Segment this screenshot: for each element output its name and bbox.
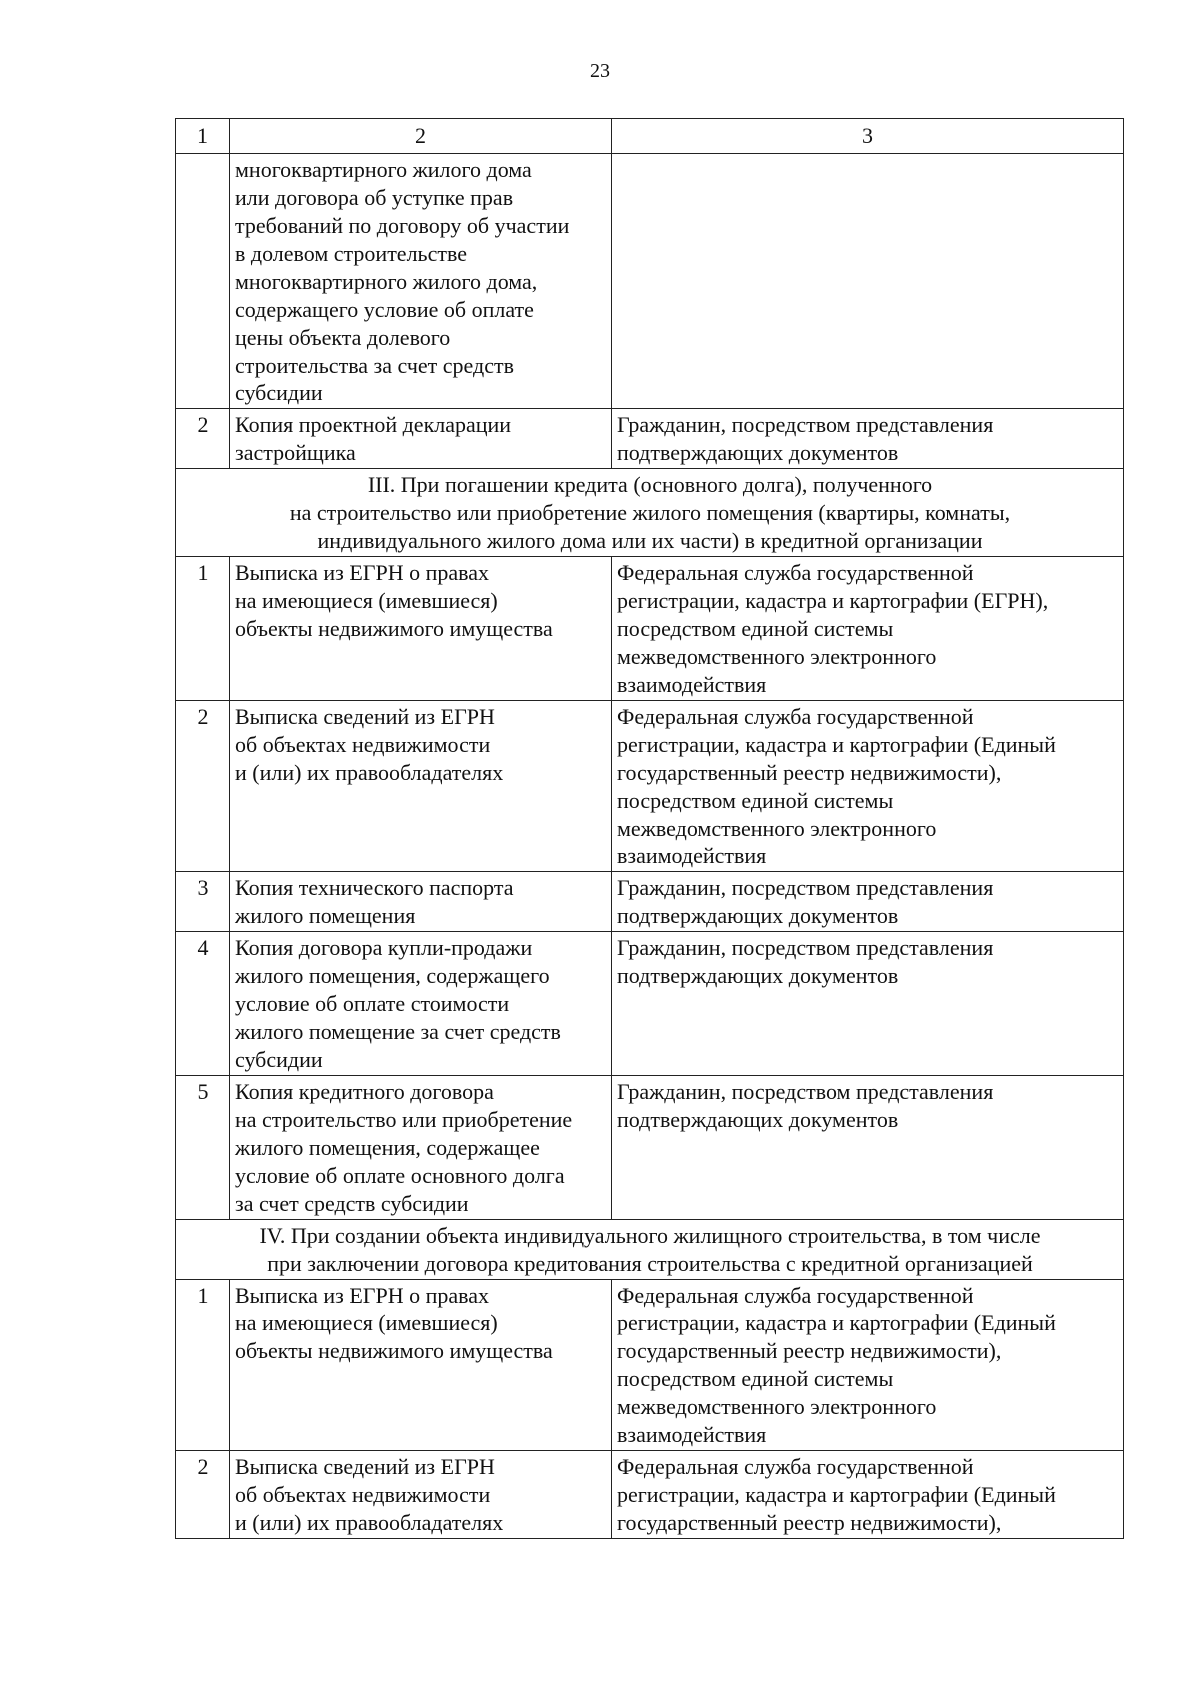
row-number: 2 (176, 700, 230, 872)
row-source: Федеральная служба государственной регистрации, кадастра и картографии (Единый государственный реестр недвижимости), (612, 1451, 1124, 1539)
row-source: Федеральная служба государственной регистрации, кадастра и картографии (Единый государственный реестр недвижимости), посредством единой системы межведомственного электронного взаимодействия (612, 1279, 1124, 1451)
row-source: Федеральная служба государственной регистрации, кадастра и картографии (Единый государственный реестр недвижимости), посредством единой системы межведомственного электронного взаимодействия (612, 700, 1124, 872)
row-source: Федеральная служба государственной регистрации, кадастра и картографии (ЕГРН), посредством единой системы межведомственного электронного взаимодействия (612, 557, 1124, 701)
row-document: Копия проектной декларации застройщика (230, 409, 612, 469)
column-header-document: 2 (230, 119, 612, 154)
row-document: Копия технического паспорта жилого помещения (230, 872, 612, 932)
row-number: 2 (176, 1451, 230, 1539)
table-header-row (176, 119, 1124, 154)
row-number: 5 (176, 1075, 230, 1219)
table-row (176, 872, 1124, 932)
section-title: III. При погашении кредита (основного долга), полученного на строительство или приобретение жилого помещения (квартиры, комнаты, индивидуального жилого дома или их части) в кредитной организации (176, 469, 1124, 557)
documents-table (175, 118, 1124, 1539)
table-row (176, 932, 1124, 1076)
row-document: Выписка из ЕГРН о правах на имеющиеся (имевшиеся) объекты недвижимого имущества (230, 557, 612, 701)
table-row (176, 1075, 1124, 1219)
row-document: Выписка сведений из ЕГРН об объектах недвижимости и (или) их правообладателях (230, 700, 612, 872)
section-3-heading-row (176, 469, 1124, 557)
row-document: Копия кредитного договора на строительство или приобретение жилого помещения, содержащее условие об оплате основного долга за счет средств субсидии (230, 1075, 612, 1219)
table-row (176, 1279, 1124, 1451)
row-number: 1 (176, 557, 230, 701)
row-number: 3 (176, 872, 230, 932)
row-source (612, 153, 1124, 408)
row-document: многоквартирного жилого дома или договора об уступке прав требований по договору об участии в долевом строительстве многоквартирного жилого дома, содержащего условие об оплате цены объекта долевого строительства за счет средств субсидии (230, 153, 612, 408)
row-number: 2 (176, 409, 230, 469)
column-header-source: 3 (612, 119, 1124, 154)
column-header-number: 1 (176, 119, 230, 154)
table-body (176, 153, 1124, 1538)
page-number: 23 (590, 60, 610, 82)
section-title: IV. При создании объекта индивидуального жилищного строительства, в том числе при заключении договора кредитования строительства с кредитной организацией (176, 1219, 1124, 1279)
row-source: Гражданин, посредством представления подтверждающих документов (612, 409, 1124, 469)
row-document: Копия договора купли-продажи жилого помещения, содержащего условие об оплате стоимости жилого помещение за счет средств субсидии (230, 932, 612, 1076)
row-source: Гражданин, посредством представления подтверждающих документов (612, 932, 1124, 1076)
table-row-continued (176, 153, 1124, 408)
row-number: 1 (176, 1279, 230, 1451)
table-row (176, 1451, 1124, 1539)
table-row (176, 557, 1124, 701)
row-document: Выписка сведений из ЕГРН об объектах недвижимости и (или) их правообладателях (230, 1451, 612, 1539)
section-4-heading-row (176, 1219, 1124, 1279)
row-number: 4 (176, 932, 230, 1076)
row-source: Гражданин, посредством представления подтверждающих документов (612, 1075, 1124, 1219)
row-number (176, 153, 230, 408)
row-source: Гражданин, посредством представления подтверждающих документов (612, 872, 1124, 932)
table-row (176, 700, 1124, 872)
table-row (176, 409, 1124, 469)
row-document: Выписка из ЕГРН о правах на имеющиеся (имевшиеся) объекты недвижимого имущества (230, 1279, 612, 1451)
